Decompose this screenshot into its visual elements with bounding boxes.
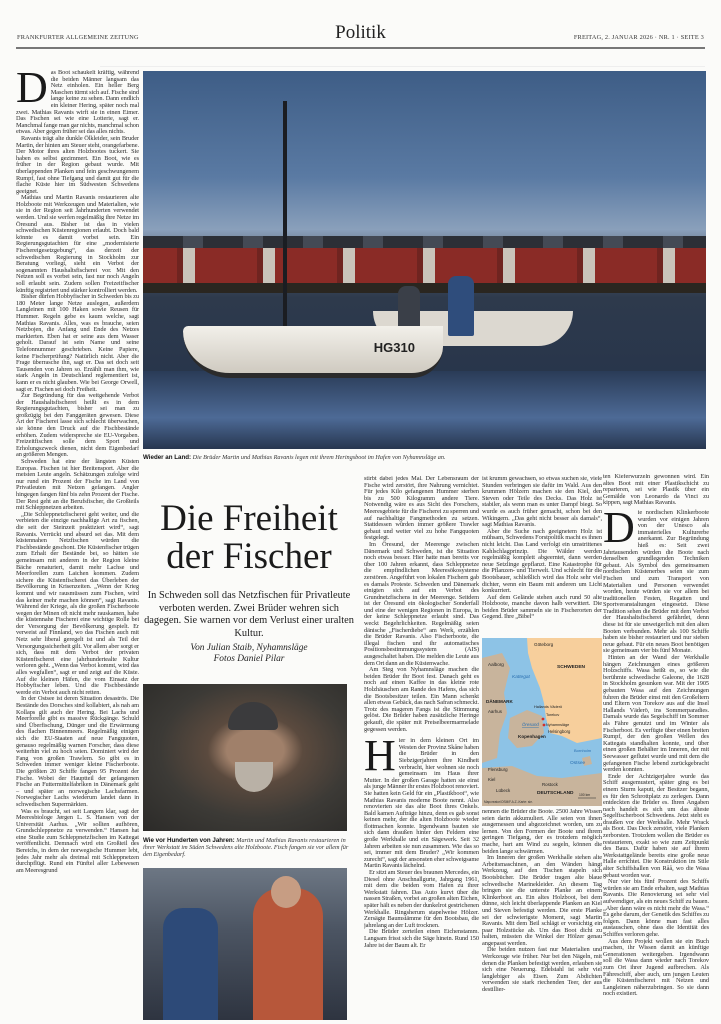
map-credit: Mapcreator/OSM/F.A.Z.-Karte: sie. (484, 800, 533, 804)
photo-face (271, 876, 301, 908)
map-label: Rostock (542, 782, 558, 787)
caption-text: Die Brüder Martin und Mathias Ravanis legen mit ihrem Heringsboot im Hafen von Nyhamnsläge an. (192, 454, 446, 461)
photo-fisherman (448, 276, 474, 336)
map-label: Flensburg (488, 767, 508, 772)
photo-boat (183, 326, 443, 378)
map-label: Ostsee (570, 761, 586, 766)
map-label: Aarhus (488, 709, 502, 714)
map-label: Torekov (546, 713, 560, 717)
paragraph: ten Kieferwurzeln gewonnen wird. Ein altes Boot mit einer Plastikschicht zu reparieren, sei wie Plastik über ein Gemälde von Leonardo da Vinci zu kippen, sagt Mathias Ravanis. (603, 474, 709, 507)
paragraph: Im Inneren der großen Werkhalle stehen alte Arbeitsmaschinen, an den Wänden hängt Werkzeug, auf den Tischen stapeln sich Bootsbücher. Die Brüder tragen alte blaue schwedische Marinekleider. An diesem Tag bringen sie die unterste Planke an einem Klinkerboot an. Ein altes Holzboot, bei dem dünne, sich leicht überlappende Planken an Kiel und Steven befestigt werden. Die erste Planke sei der schwierigste Moment, sagt Martin Ravanis. Mit dem Beil schlägt er vorsichtig ein paar Holzstücke ab. Um das Boot dicht zu halten, müssten die Winkel der Hölzer genau angepasst werden. (482, 854, 602, 947)
map-label: SCHWEDEN (557, 665, 585, 670)
paragraph: Aber die Suche nach geeignetem Holz ist mühsam, Schwedens Forstpolitik macht es ihnen nicht leicht. Das Land verfolgt ein umstrittenes Kahlschlagprinzip. Die Wälder werden regelmäßig komplett abgeerntet, dann werden neue Setzlinge gepflanzt. Eine Katastrophe für die Pflanzen- und Tierwelt. Und schlecht für die Bootsbauer, schließlich wird das Holz sehr viel dichter, wenn ein Baum mit anderen um Licht konkurriert. (482, 527, 602, 595)
portrait-photo-caption (143, 837, 349, 859)
article-column-5 (603, 474, 709, 1022)
photo-cap (228, 702, 278, 730)
map-label: Helsingborg (548, 729, 571, 734)
paragraph: Mathias und Martin Ravanis restaurieren alte Holzboote mit Werkzeugen und Materialien, wie sie in der Region seit Jahrhunderten verwendet werden. Und sie werfen regelmäßig ihre Netze im Öresund aus. Bisher ist das in vielen schwedischen Küstenregionen erlaubt. Doch bald könnte es damit vorbei sein. Ein Regierungsgutachten für eine „modernisierte Fischereigesetzgebung“, das derzeit der schwedischen Regierung in Stockholm zur Beratung vorliegt, sieht ein Verbot der sogenannten Haushaltsfischerei vor. Mit den Netzen soll es vorbei sein, fast nur noch Angeln soll erlaubt sein. Zudem sollen Freizeitfischer künftig registriert und stärker kontrolliert werden. (16, 194, 139, 294)
map-label: Nyhamnsläge (546, 723, 570, 727)
region-map (482, 638, 602, 806)
paragraph: nennen die Brüder die Boote. 2500 Jahre Wissen seien darin akkumuliert. Alle seien von ihnen ausgemessen und abgezeichnet worden, um zu lernen. Von den Formen der Boote und ihrem geringen Tiefgang, der es trotzdem möglich mache, hart am Wind zu segeln, können die beiden lange schwärmen. (482, 809, 602, 855)
photo-houses (143, 246, 706, 286)
map-label: Kattegat (512, 675, 530, 680)
caption-lead: Wieder an Land: (143, 454, 192, 461)
photo-man-blue (163, 908, 218, 1020)
paragraph: Aus dem Projekt wollen sie ein Buch machen, ihr Wissen damit an künftige Generationen weitergeben. Irgendwann soll die Wasa dann wieder nach Torekov zum Ort ihrer Jugend aufbrechen. Als Fähreschiff, aber auch, um jungen Leuten die Küstenfischerei mit Netzen und Langleinen näherzubringen. So sie dann noch existiert. (603, 937, 709, 998)
map-label: Kopenhagen (518, 734, 546, 739)
drop-cap: D (603, 502, 635, 552)
issue-line: FREITAG, 2. JANUAR 2026 · NR. 1 · SEITE 3 (573, 34, 704, 41)
paragraph: Auf dem Gelände stehen auch rund 50 alte Holzboote, manche davon halb verwittert. Die beiden Brüder sammeln sie in Fischerorten der Gegend. Ihre „Bibel“ (482, 593, 602, 621)
article-column-4-top (482, 476, 602, 636)
paragraph: ist krumm gewachsen, so etwas suchen sie, viele Stunden verbringen sie dafür im Wald. Aus den krummen Hölzern machen sie den Kiel, den Steven oder Teile des Decks. Das Holz ist stabiler, als wenn man es unter Dampf biegt. So wurde es auch früher gemacht, schon bei den Wikingern. „Das geht nicht besser als damals“, sagt Mathias Ravanis. (482, 476, 602, 529)
main-photo-harbor (143, 71, 706, 449)
header-subdivider (100, 66, 705, 67)
map-label: DEUTSCHLAND (537, 791, 574, 796)
paragraph: Am Steg von Nyhamnsläge machen die beiden Brüder ihr Boot fest. Danach geht es noch auf einen Kaffee in das kleine rote Holzhäuschen am Rande des Hafens, das sich die Bootsbesitzer teilen. Ein Mann schenkt allen etwas Gebäck, das nach Safran schmeckt. Trotz des mageren Fangs ist die Stimmung gelöst. Die Brüder haben zusätzliche Heringe gekauft, die später mit Preiselbeermarmelade gegessen werden. (364, 666, 479, 733)
article-headline: Die Freiheit der Fischer (160, 498, 338, 577)
map-label: Öresund (522, 722, 539, 727)
map-label: Kiel (488, 777, 496, 782)
map-marker-nyhamnslage (543, 724, 546, 727)
paragraph: Ravanis trägt alte dunkle Ölkleider, sein Bruder Martin, der hinten am Steuer steht, orangefarbene. Der Motor ihres alten Holzbootes tuckert. Sie haben es selbst gezimmert. Ein Boot, wie es früher in der Region gebaut wurde. Mit überlappenden Planken und fein geschwungenem Rumpf, fast ohne Tiefgang und damit gut für die flache Küste hier im Südwesten Schwedens geeignet. (16, 134, 139, 195)
map-marker-torekov (542, 718, 545, 721)
paragraph: as Boot schaukelt kräftig, während die beiden Männer langsam das Netz einholen. Ein heller Berg Maschen türmt sich auf. Fische sind lange keine zu sehen. Dann endlich ein kleiner Hering, später noch mal zwei. Mathias Ravanis wirft sie in einen Eimer. Das Fischen sei wie eine Lotterie, sagt er. Manchmal fange man gar nichts, manchmal schon etwas. Aber gegen früher sei das alles nichts. (16, 70, 139, 136)
paragraph: Schweden hat eine der längsten Küsten Europas. Fischen ist hier Breitensport. Aber die meisten Leute angeln. Schätzungen zufolge wird nur rund ein Prozent der Fische im Land von Privatleuten mit Netzen gefangen. Angler hingegen fangen fünf bis zehn Prozent der Fische. Der Rest geht an die Berufsfischer, die Großteils mit Schleppnetzen arbeiten. (16, 458, 139, 512)
map-label: Göteborg (534, 642, 554, 647)
photo-credit: Fotos Daniel Pilar (213, 654, 285, 664)
paragraph: ier in dem kleinen Ort im Westen der Provinz Skåne haben die Brüder in den Siebzigerjahren ihre Kindheit verbracht, hier wohnen sie noch gemeinsam im Haus ihrer Mutter. In der großen Garage hatten sie einst als junge Männer ihr erstes Holzboot renoviert. Sie hatten kein Geld für ein „Plastikboot“, wie Mathias Ravanis moderne Boote nennt. Also renovierten sie das alte Boot ihres Onkels. Bald kamen Aufträge hinzu, denn es gab sonst keinen mehr, der die alten Holzboote wieder flottmachen konnte. Irgendwann bauten sie sich dann draußen hinter den Feldern eine große Werkhalle und ein Sägewerk. Seit 32 Jahren arbeiten sie nun zusammen. Wie das so sei, immer mit dem Bruder? „Wir kommen zurecht“, sagt der ansonsten eher schweigsame Martin Ravanis lächelnd. (364, 737, 479, 870)
paragraph: Ende der Achtzigerjahre wurde das Schiff ausgemustert, später ging es bei einem Sturm kaputt, der Besitzer begann, es für den Schrottplatz zu zerlegen. Dann entdeckten die Brüder es. Ihren Angaben nach handelt es sich um das älteste Segelfischerboot Schwedens. Jetzt steht es draußen vor der Werkhalle. Mehr Wrack als Boot. Das Deck zerstört, viele Planken zerborsten. Trotzdem wollen die Brüder es restaurieren, exakt so wie zum Zeitpunkt des Baus. Dafür haben sie auf ihrem Werkstattgelände bereits eine große neue Halle errichtet. Die Konstruktion im Stile alter Schiffshallen von Råå, wo die Wasa gebaut worden war. (603, 772, 709, 879)
boat-registration: HG310 (373, 340, 415, 355)
paragraph: stirbt dabei jedes Mal. Der Lebensraum der Fische wird zerstört, ihre Nahrung vernichtet. Für jedes Kilo gefangenen Hummer sterben bis zu 500 Kilogramm andere Tiere. Notwendig wäre es aus Sicht des Forschers, Meeresgebiete für die Fischerei zu sperren und auf nachhaltige Fangmethoden zu setzen. Stattdessen würden immer größere Trawler gebaut und weiter viel zu hohe Fangquoten festgelegt. (364, 476, 479, 542)
caption-text: Martin und Mathias Ravanis restaurieren in ihrer Werkstatt im Süden Schwedens alte Holzboote. Fisch fangen sie vor allem für den Eigenbedarf. (143, 837, 349, 859)
paragraph: ie nordischen Klinkerboote wurden vor einigen Jahren von der Unesco als immaterielles Kulturerbe anerkannt. Zur Begründung hieß es: Seit zwei Jahrtausenden würden die Boote nach denselben grundlegenden Techniken gebaut. Als Symbol des gemeinsamen nordischen Küstenerbes seien sie zum Fischen und zum Transport von Materialien und Personen verwendet worden, heute würden sie vor allem bei traditionellen Festen, Regatten und Sportveranstaltungen eingesetzt. Diese Tradition sehen die Brüder mit dem Verbot der Haushaltsfischerei gefährdet, denn diese ist für sie unweigerlich mit den alten Booten verbunden. Mehr als 100 Schiffe haben sie bisher restauriert und nur sieben neue gebaut. Für ein neues Boot benötigen sie gemeinsam vier bis fünf Monate. (603, 508, 709, 655)
photo-beard (235, 762, 273, 792)
map-label: Hallands Väderö (534, 705, 563, 709)
paragraph: Hinten an der Wand der Werkhalle hängen Zeichnungen eines größeren Holzschiffs. Wasa heißt es, so wie die berühmte schwedische Galeone, die 1628 in Stockholm gesunken war. Mit der 1905 gebauten Wasa auf den Zeichnungen fuhren die Brüder einst mit den Großeltern und Eltern von Torekov aus auf die Insel Hallands Väderö, ins Sommerparadies. Damals wurde das Segelschiff im Sommer als Fähre genutzt und im Winter als Fischerboot. Es verfügte über einen breiten Rumpf, der den großen Wellen des Kattegats standhalten konnte, und über einen großen Behälter im Inneren, der mit Seewasser geflutet wurde und mit dem die gefangenen Fische lebend zurückgebracht werden konnten. (603, 654, 709, 774)
map-label: Bornholm (574, 748, 592, 753)
masthead-paper-name: FRANKFURTER ALLGEMEINE ZEITUNG (17, 34, 139, 41)
map-label: DÄNEMARK (486, 699, 513, 704)
main-photo-caption (143, 454, 706, 461)
section-title: Politik (335, 22, 386, 43)
photo-water-reflection (143, 371, 706, 449)
article-column-4-bottom (482, 809, 602, 1022)
paragraph: Was es braucht, sei seit Langem klar, sagt der Meeresbiologe Jørgen L. S. Hansen von der Universität Aarhus. „Wir sollten aufhören, Grundschleppnetze zu verwenden.“ Hansen hat eine Studie zum Schleppnetzfischen im Kattegat veröffentlicht. Demnach wird ein Großteil des Bereichs, in dem der norwegische Hummer lebt, jedes Jahr mehr als dreimal mit Schleppnetzen durchpflügt. Rund ein Fünftel aller Lebewesen am Meeresgrund (16, 807, 139, 874)
map-scale: 100 km (579, 793, 591, 797)
photo-mast (283, 101, 287, 351)
drop-cap: H (364, 731, 396, 781)
workshop-photo (143, 868, 347, 1020)
paragraph: Nur vier bis fünf Prozent des Schiffs würden sie am Ende erhalten, sagt Mathias Ravanis. Die Renovierung sei sehr viel aufwendiger, als ein neues Schiff zu bauen. „Aber dann wäre es nicht mehr die Wasa.“ Es gehe darum, der Genetik des Schiffes zu folgen. Dann könne man fast alles austauschen, ohne dass die Identität des Schiffes verloren gehe. (603, 878, 709, 938)
paragraph: „Die Schleppnetzfischerei geht weiter, und die verbieten die einzige nachhaltige Art zu fischen, die seit der Steinzeit praktiziert wird“, sagt Ravanis. Verrückt und absurd sei das. Mit dem küstennahen Netzfischen würden die Fischbestände geschont. Die Küstenfischer trügen zum Erhalt der Bestände bei, so hätten sie gemeinsam mit anderen in der Region kleine Bäche renaturiert, damit mehr Lachse und Meerforellen zum Laichen kommen. Zudem sichere die Küstenfischerei das Überleben der Bevölkerung in Krisenzeiten. „Wenn der Krieg kommt und wir rausmüssen zum Fischen, wird das keiner mehr machen können“, sagt Ravanis. Während der Kriege, als die großen Fischerboote wegen der Minen oft nicht mehr rauskamen, habe die küstennahe Fischerei eine wichtige Rolle bei der Versorgung der Bevölkerung gespielt. Er verweist auf Finnland, wo das Fischen auch mit Netz sehr liberal geregelt ist und als Teil der Versorgungssicherheit gilt. Vor allem aber sorgt er sich, dass mit dem Verbot der privaten Küstenfischerei eine jahrhundertealte Kultur verloren geht. „Wenn das Verbot kommt, wird das alles wegfallen“, sagt er und zeigt auf die Küste. Auf die kleinen Häfen, die vom Einsatz der Hobbyfischer leben. Und die Fischbestände werde ein Verbot auch nicht retten. (16, 510, 139, 696)
paragraph: Bisher dürfen Hobbyfischer in Schweden bis zu 180 Meter lange Netze auslegen, außerdem Langleinen mit 100 Haken sowie Reusen für Hummer. Regeln gebe es kaum welche, sagt Mathias Ravanis. Alles, was es brauche, seien Netzbojen, die Anfang und Ende des Netzes markierten. Eben hat er seine aus dem Wasser geholt. Darauf ist sein Name und seine Telefonnummer geschrieben. Keine Papiere, keine Fischerprüfung? Natürlich nicht. Aber die Frage überrasche ihn, sagt er. Das sei doch seit Tausenden von Jahren so. Erzählt man ihm, wie stark Angeln in Deutschland reglementiert ist, kann er es nicht glauben. Wie bei George Orwell, sagt er. Fischen sei doch Freiheit. (16, 293, 139, 393)
map-denmark-jutland (482, 653, 510, 763)
photo-pier (143, 283, 706, 293)
photo-roofs (143, 236, 706, 248)
paragraph: Die beiden nutzen fast nur Materialien und Werkzeuge wie früher. Nur bei den Nägeln, mit denen die Planken befestigt werden, erlauben sie sich eine Neuerung. Edelstahl ist sehr viel langlebiger als Eisen. Zum Abdichten verwenden sie stark riechenden Teer, der aus destillier- (482, 946, 602, 994)
paragraph: Die Brüder zerteilen einen Eichenstamm. Langsam frisst sich die Säge hinein. Rund 150 Jahre ist der Baum alt. Er (364, 928, 479, 949)
article-dek: In Schweden soll das Netzfischen für Privatleute verboten werden. Zwei Brüder wehren sich dagegen. Sie warnen vor dem Verlust einer uralten Kultur. (144, 590, 354, 639)
paragraph: Er sitzt am Steuer des braunen Mercedes, ein Diesel ohne Anschnallgurte, Jahrgang 1961, mit dem die beiden vom Hafen zu ihrer Werkstatt fahren. Das Auto kurvt über die nassen Straßen, vorbei an großen alten Eichen, später hält es neben der dunkelrot gestrichenen Werkhalle. Ringsherum stapelweise Hölzer. Zersägte Baumstämme für den Bootsbau, die jahrelang an der Luft trocknen. (364, 869, 479, 929)
map-label: Lübeck (496, 788, 511, 793)
map-label: Aalborg (488, 662, 504, 667)
author: Von Julian Staib, Nyhamnsläge (190, 643, 308, 653)
map-graphic (482, 638, 602, 806)
portrait-photo (143, 684, 347, 831)
article-column-1 (16, 70, 139, 1022)
drop-cap: D (16, 70, 48, 112)
paragraph: Im Öresund, der Meerenge zwischen Dänemark und Schweden, ist die Situation noch etwas besser. Hier hatte man bereits vor über 100 Jahren erkannt, dass Schleppnetze die empfindlichen Meeresökosysteme zerstören. Angeführt von lokalen Fischern gab es damals Proteste. Schweden und Dänemark einigten sich auf ein Verbot des Grundnetzfischens in der Meerenge. Seitdem ist der Öresund ein ökologischer Sonderfall und eine der wenigen Regionen in Europa, in der keine Schleppnetze erlaubt sind. Das weckt Begehrlichkeiten. Regelmäßig seien dänische „Fischerdiebe“ am Werk, erzählen die Brüder Ravanis. Also Fischerboote, die illegal fischen und ihr automatisches Positionsbestimmungssystem (AIS) ausgeschaltet haben. Die melden die Leute aus dem Ort dann an die Küstenwache. (364, 540, 479, 667)
paragraph: In der Ostsee ist deren Situation desaströs. Die Bestände des Dorsches sind kollabiert, als nah am Kollaps gilt auch der Hering. Bei Lachs und Meerforelle gibt es massive Rückgänge. Schuld sind Überfischung, Dünger und die Erwärmung des flachen Binnenmeers. Regelmäßig einigen sich die EU-Staaten auf neue Fangquoten, genauso regelmäßig warnen Forscher, dass diese weiterhin viel zu hoch seien. Dominiert wird der Fang von großen Trawlern. So gibt es in Schweden immer weniger kleine Fischerboote. Die größten 20 Schiffe fangen 95 Prozent der Fische. Wobei der Hauptteil der gefangenen Fische an Futtermittelfabriken in Dänemark geht – und später an norwegische Lachsfarmen. Norwegischer Lachs wiederum landet dann in schwedischen Supermärkten. (16, 695, 139, 808)
paragraph: Zur Begründung für das weitgehende Verbot der Haushaltsfischerei heißt es in dem Regierungsgutachten, bisher sei man zu großzügig bei den Fanggeräten gewesen. Diese Art der Fischerei lasse sich schlecht überwachen, sie könne den Druck auf die Fischbestände erhöhen. Zudem widerspreche sie EU-Vorgaben. Freizeitfischen solle dem Sport und Erholungszweck dienen, nicht dem Eigenbedarf an größeren Mengen. (16, 392, 139, 459)
article-column-3 (364, 476, 479, 1022)
header-divider (16, 47, 705, 49)
article-byline (140, 643, 358, 665)
map-denmark-islands (508, 710, 544, 748)
caption-lead: Wie vor Hunderten von Jahren: (143, 837, 235, 844)
